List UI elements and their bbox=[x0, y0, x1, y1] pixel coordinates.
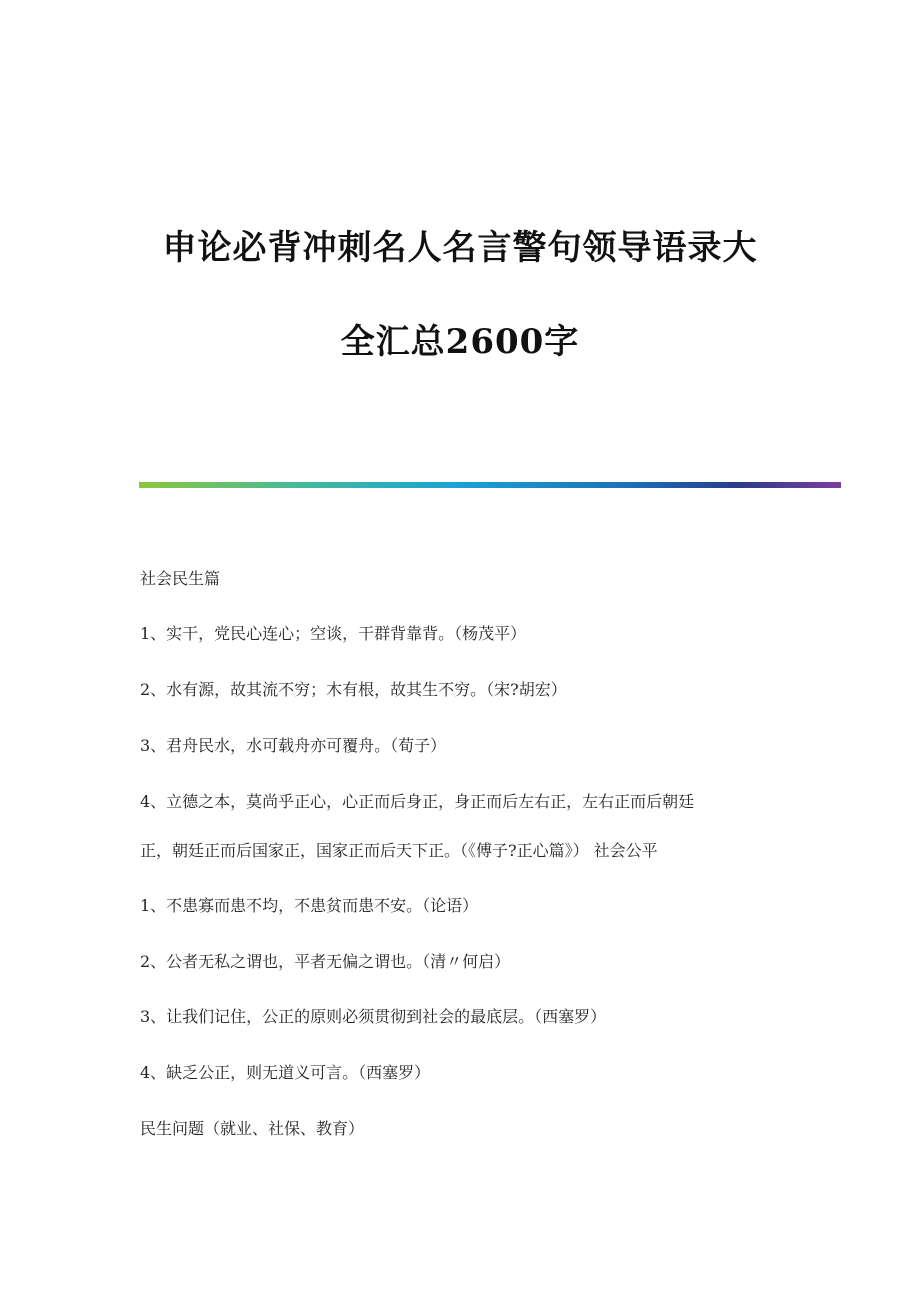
gradient-divider bbox=[139, 482, 841, 488]
quote-line: 2、公者无私之谓也，平者无偏之谓也。（清〃何启） bbox=[140, 952, 511, 971]
quote-line: 3、君舟民水，水可载舟亦可覆舟。（荀子） bbox=[140, 736, 447, 755]
quote-line: 2、水有源，故其流不穷；木有根，故其生不穷。（宋?胡宏） bbox=[140, 680, 567, 699]
quote-line-continuation: 正，朝廷正而后国家正，国家正而后天下正。（《傅子?正心篇》） 社会公平 bbox=[140, 841, 658, 860]
section-heading-livelihood-issues: 民生问题（就业、社保、教育） bbox=[140, 1119, 365, 1138]
section-heading-social-livelihood: 社会民生篇 bbox=[140, 569, 221, 588]
quote-line: 4、缺乏公正，则无道义可言。（西塞罗） bbox=[140, 1063, 431, 1082]
quote-line: 3、让我们记住，公正的原则必须贯彻到社会的最底层。（西塞罗） bbox=[140, 1007, 607, 1026]
document-title-line-1: 申论必背冲刺名人名言警句领导语录大 bbox=[162, 228, 758, 268]
document-title-line-2: 全汇总2600字 bbox=[340, 322, 580, 362]
quote-line: 4、立德之本，莫尚乎正心，心正而后身正，身正而后左右正，左右正而后朝廷 bbox=[140, 792, 695, 811]
quote-line: 1、不患寡而患不均，不患贫而患不安。（论语） bbox=[140, 896, 479, 915]
quote-line: 1、实干，党民心连心；空谈，干群背靠背。（杨茂平） bbox=[140, 624, 527, 643]
